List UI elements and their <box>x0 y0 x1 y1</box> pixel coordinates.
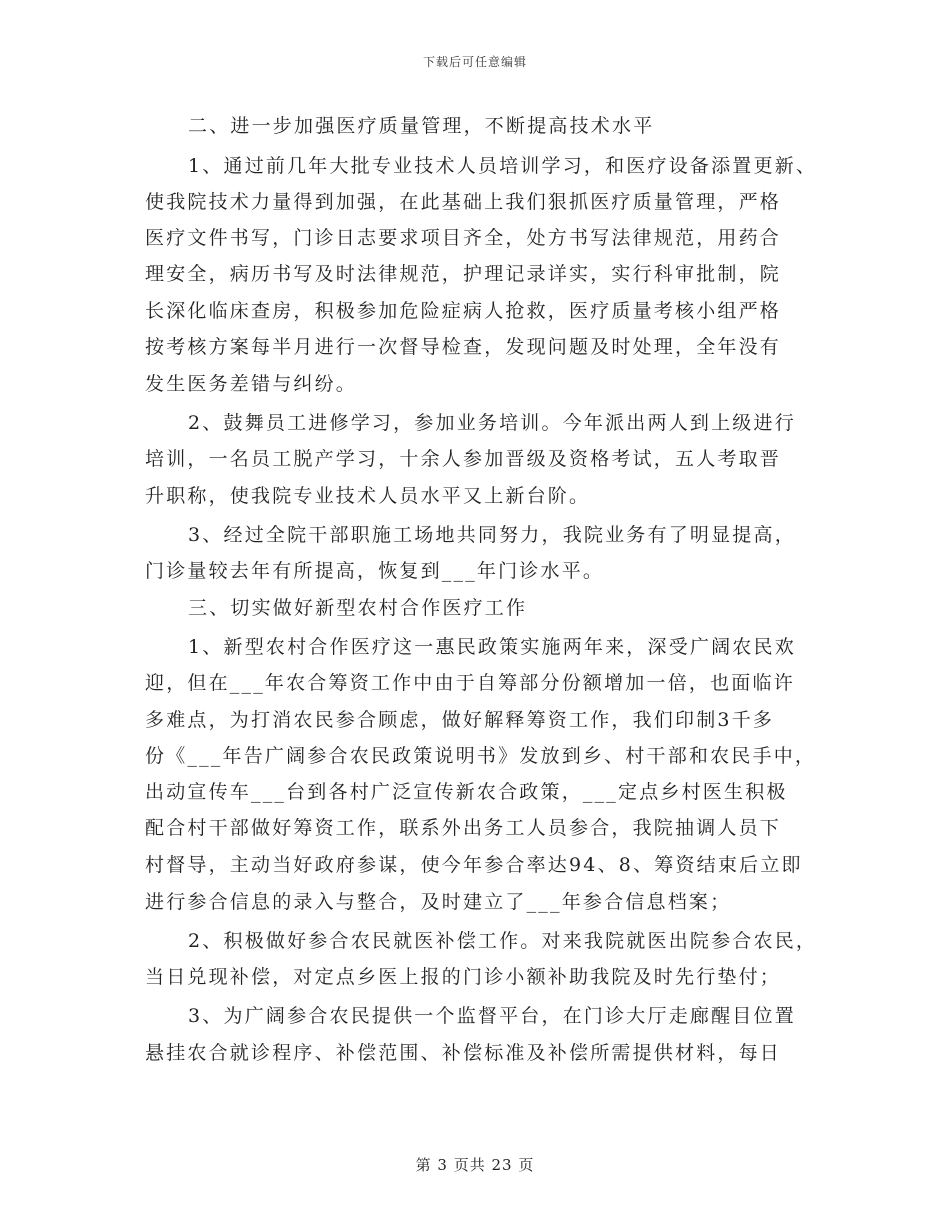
section-heading-2: 二、进一步加强医疗质量管理，不断提高技术水平 <box>188 115 655 137</box>
paragraph-line: 长深化临床查房，积极参加危险症病人抢救，医疗质量考核小组严格 <box>145 300 782 322</box>
paragraph-line: 2、鼓舞员工进修学习，参加业务培训。今年派出两人到上级进行 <box>188 412 796 434</box>
paragraph-line: 理安全，病历书写及时法律规范，护理记录详实，实行科审批制，院 <box>145 263 782 285</box>
paragraph-line: 村督导，主动当好政府参谋，使今年参合率达94、8、筹资结束后立即 <box>145 854 803 876</box>
paragraph-line: 出动宣传车___台到各村广泛宣传新农合政策，___定点乡村医生积极 <box>145 781 788 803</box>
paragraph-line: 门诊量较去年有所提高，恢复到___年门诊水平。 <box>145 560 605 582</box>
paragraph-line: 进行参合信息的录入与整合，及时建立了___年参合信息档案； <box>145 891 732 913</box>
paragraph-line: 迎，但在___年农合筹资工作中由于自筹部分份额增加一倍，也面临许 <box>145 672 795 694</box>
section-heading-3: 三、切实做好新型农村合作医疗工作 <box>188 597 528 619</box>
paragraph-line: 1、通过前几年大批专业技术人员培训学习，和医疗设备添置更新、 <box>188 155 818 177</box>
paragraph-line: 3、经过全院干部职施工场地共同努力，我院业务有了明显提高， <box>188 524 796 546</box>
page-header: 下载后可任意编辑 <box>422 55 527 69</box>
paragraph-line: 升职称，使我院专业技术人员水平又上新台阶。 <box>145 485 591 507</box>
paragraph-line: 当日兑现补偿，对定点乡医上报的门诊小额补助我院及时先行垫付； <box>145 966 782 988</box>
paragraph-line: 发生医务差错与纠纷。 <box>145 373 358 395</box>
paragraph-line: 2、积极做好参合农民就医补偿工作。对来我院就医出院参合农民， <box>188 930 818 952</box>
paragraph-line: 医疗文件书写，门诊日志要求项目齐全，处方书写法律规范，用药合 <box>145 227 782 249</box>
paragraph-line: 按考核方案每半月进行一次督导检查，发现问题及时处理，全年没有 <box>145 336 782 358</box>
paragraph-line: 悬挂农合就诊程序、补偿范围、补偿标准及补偿所需提供材料，每日 <box>145 1042 782 1064</box>
paragraph-line: 配合村干部做好筹资工作，联系外出务工人员参合，我院抽调人员下 <box>145 817 782 839</box>
paragraph-line: 多难点，为打消农民参合顾虑，做好解释筹资工作，我们印制3千多 <box>145 709 775 731</box>
paragraph-line: 1、新型农村合作医疗这一惠民政策实施两年来，深受广阔农民欢 <box>188 636 796 658</box>
page-number: 第 3 页共 23 页 <box>415 1156 535 1174</box>
paragraph-line: 使我院技术力量得到加强，在此基础上我们狠抓医疗质量管理，严格 <box>145 191 782 213</box>
paragraph-line: 3、为广阔参合农民提供一个监督平台，在门诊大厅走廊醒目位置 <box>188 1005 796 1027</box>
paragraph-line: 培训，一名员工脱产学习，十余人参加晋级及资格考试，五人考取晋 <box>145 448 782 470</box>
paragraph-line: 份《___年告广阔参合农民政策说明书》发放到乡、村干部和农民手中， <box>145 745 817 767</box>
